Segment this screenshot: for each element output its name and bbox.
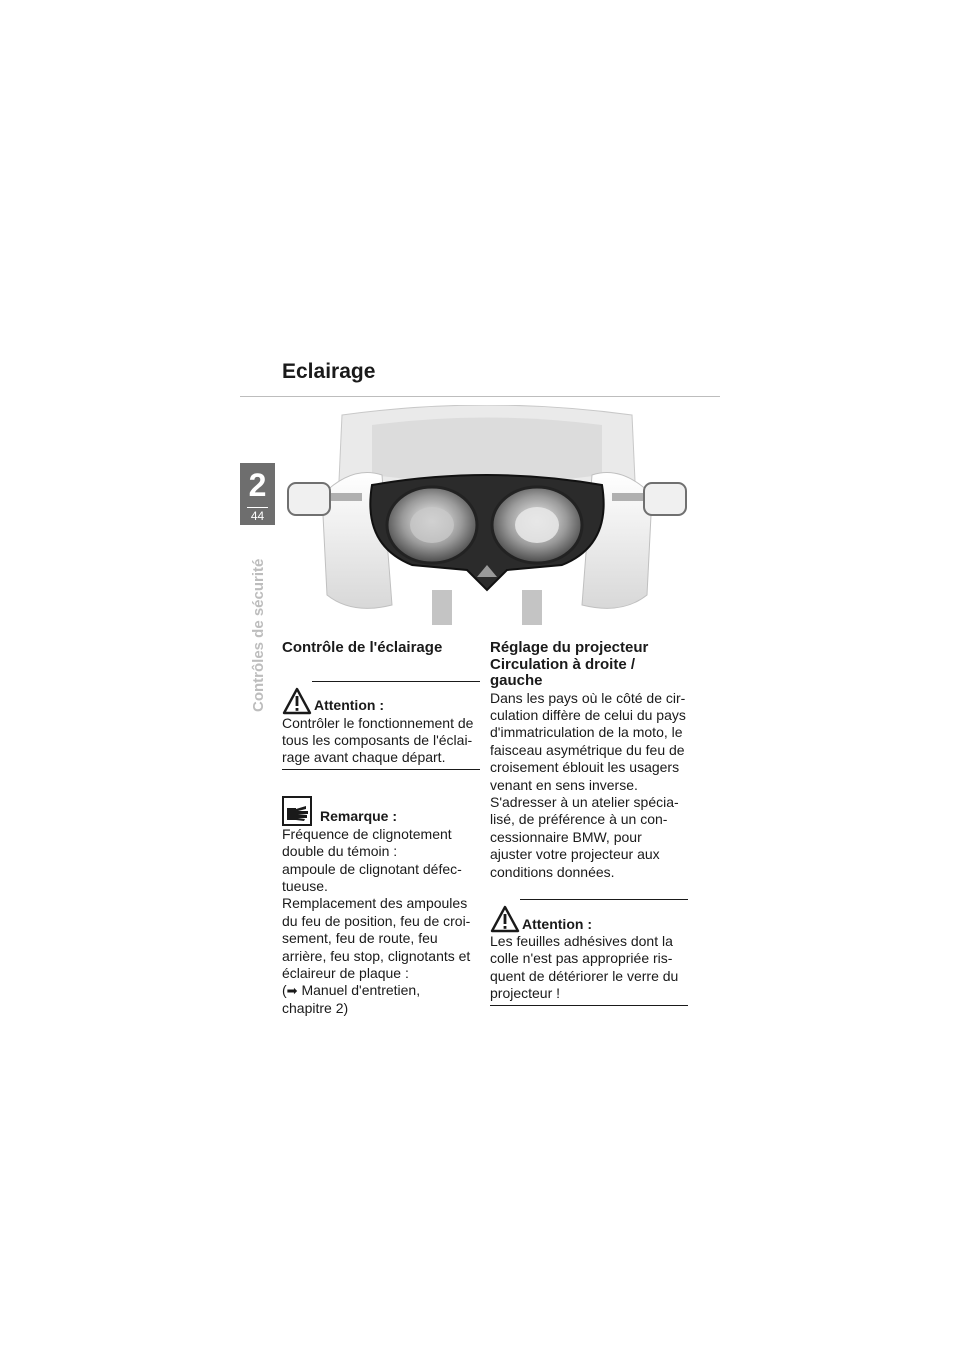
attention-note [282, 681, 480, 770]
attention-text: Contrôler le fonctionnement de tous les composants de l'éclai-rage avant chaque départ. [282, 714, 474, 766]
arrow-right-icon: ➡ [286, 983, 298, 999]
page-number: 44 [250, 509, 265, 523]
adjustment-body: Dans les pays où le côté de cir- culation diffère de celui du pays d'immatriculation de la moto, le faisceau asymétrique du feu de croisement éblouit les usagers venant en sens inverse. S'adresser à un atelier spécia- lisé, de préférence à un con- cessionnaire BMW, pour ajuster votre projecteur aux conditions données. [490, 689, 686, 880]
section-heading-lighting-check: Contrôle de l'éclairage [282, 639, 443, 656]
section-side-label: Contrôles de sécurité [250, 558, 267, 712]
title-divider [240, 396, 720, 397]
section-heading-headlight-adjustment: Réglage du projecteur Circulation à droite / gauche [490, 639, 649, 689]
remark-line: éclaireur de plaque : [282, 964, 409, 981]
motorcycle-headlight-illustration [282, 405, 692, 625]
remark-line: tueuse. [282, 877, 328, 894]
remark-label: Remarque : [320, 808, 398, 825]
chapter-divider [247, 507, 268, 508]
warning-triangle-icon [282, 687, 312, 715]
left-column [282, 640, 480, 1017]
remark-line: sement, feu de route, feu [282, 930, 438, 947]
attention-label: Attention : [522, 915, 592, 932]
right-column [490, 640, 688, 1006]
remark-line: arrière, feu stop, clignotants et [282, 947, 471, 964]
hand-note-icon [282, 796, 312, 826]
attention-label: Attention : [314, 697, 384, 714]
remark-line: Fréquence de clignotement [282, 825, 452, 842]
manual-reference-chapter: chapitre 2) [282, 999, 349, 1016]
remark-line: ampoule de clignotant défec- [282, 860, 462, 877]
remark-line: double du témoin : [282, 843, 398, 860]
remark-line: Remplacement des ampoules [282, 895, 468, 912]
warning-triangle-icon [490, 905, 520, 933]
chapter-number: 2 [248, 467, 267, 503]
manual-reference: (➡ Manuel d'entretien, [282, 982, 421, 999]
attention-note-adhesive: Attention : Les feuilles adhésives dont la colle n'est pas appropriée ris- quent de détériorer le verre du projecteur ! [490, 899, 688, 1006]
remark-line: du feu de position, feu de croi- [282, 912, 471, 929]
chapter-tab [240, 463, 275, 525]
page-title: Eclairage [282, 360, 376, 383]
remark-note [282, 788, 480, 1017]
